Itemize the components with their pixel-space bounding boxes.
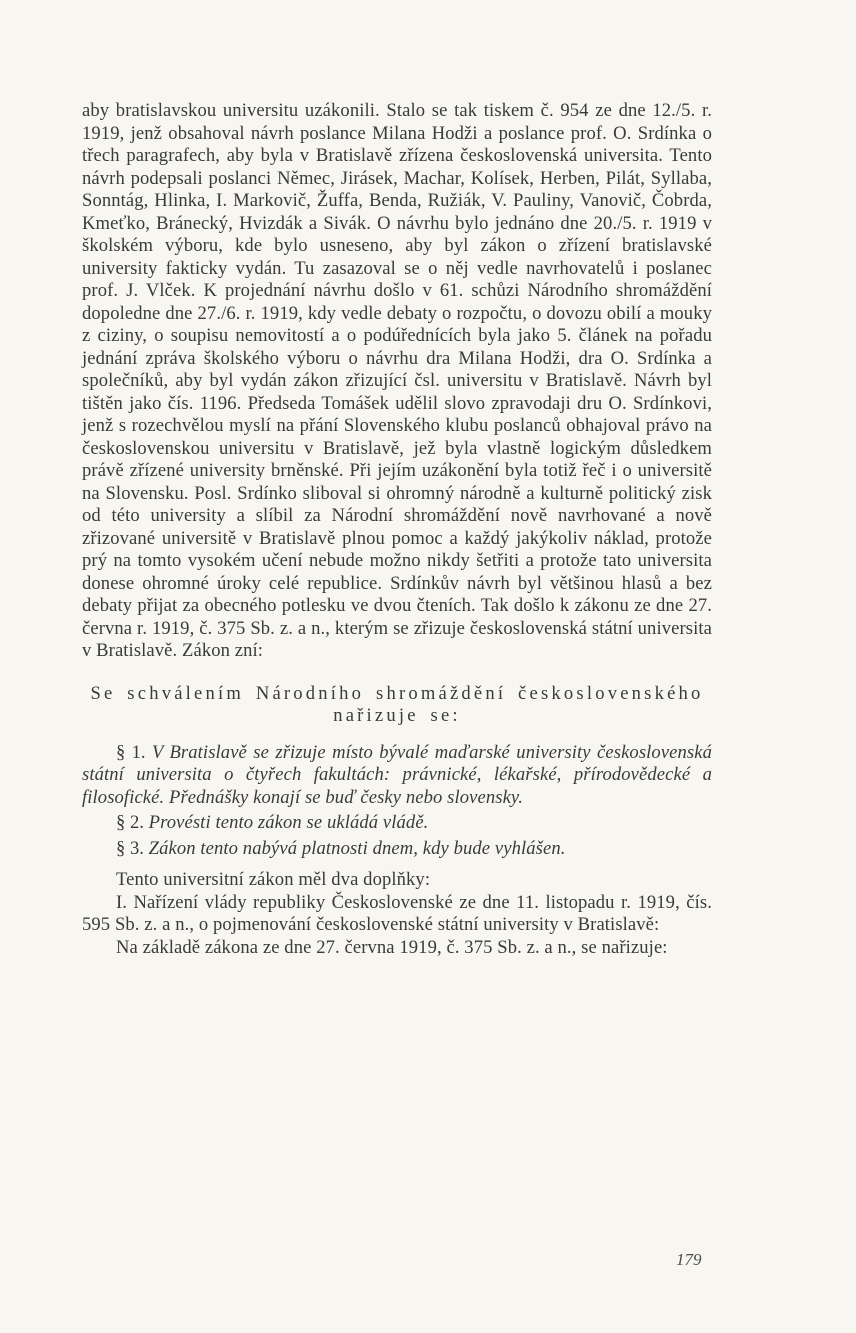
amendments-intro: Tento universitní zákon měl dva doplňky: bbox=[116, 869, 431, 890]
section-number: § 2. bbox=[116, 812, 144, 833]
amendment-item-1: I. Nařízení vlády republiky Československé ze dne 11. listopadu r. 1919, čís. 595 Sb. z. a n., o pojmenování československé státní university v Bratislavě: bbox=[82, 891, 712, 935]
law-section-1 bbox=[82, 742, 712, 810]
section-text: Provésti tento zákon se ukládá vládě. bbox=[148, 812, 429, 833]
section-text: Zákon tento nabývá platnosti dnem, kdy bude vyhlášen. bbox=[148, 837, 566, 859]
section-number: § 3. bbox=[116, 837, 144, 859]
section-number: § 1. bbox=[116, 741, 146, 763]
law-section-2 bbox=[82, 812, 712, 835]
law-section-3 bbox=[82, 838, 712, 861]
law-intro: Se schválením Národního shromáždění československého nařizuje se: bbox=[90, 682, 704, 726]
section-text: V Bratislavě se zřizuje místo bývalé maďarské university československá státní universita o čtyřech fakultách: právnické, lékařské, přírodovědecké a filosofické. Přednášky konají se buď česky nebo slovensky. bbox=[82, 741, 713, 808]
page-number: 179 bbox=[676, 1250, 702, 1269]
text-column bbox=[82, 100, 712, 959]
body-paragraph: aby bratislavskou universitu uzákonili. Stalo se tak tiskem č. 954 ze dne 12./5. r. 1919, jenž obsahoval návrh poslance Milana Hodži a poslance prof. O. Srdínka o třech paragrafech, aby byla v Bratislavě zřízena československá universita. Tento návrh podepsali poslanci Němec, Jirásek, Machar, Kolísek, Herben, Pilát, Syllaba, Sonntág, Hlinka, I. Markovič, Žuffa, Benda, Ružiák, V. Pauliny, Vanovič, Čobrda, Kmeťko, Bránecký, Hvizdák a Sivák. O návrhu bylo jednáno dne 20./5. r. 1919 v školském výboru, kde bylo usneseno, aby byl zákon o zřízení bratislavské university fakticky vydán. Tu zasazoval se o něj vedle navrhovatelů i poslanec prof. J. Vlček. K projednání návrhu došlo v 61. schůzi Národního shromáždění dopoledne dne 27./6. r. 1919, kdy vedle debaty o rozpočtu, o dovozu obilí a mouky z ciziny, o soupisu nemovitostí a o podúřednících byla jako 5. článek na pořadu jednání zpráva školského výboru o návrhu dra Milana Hodži, dra O. Srdínka a společníků, aby byl vydán zákon zřizující čsl. universitu v Bratislavě. Návrh byl tištěn jako čís. 1196. Předseda Tomášek udělil slovo zpravodaji dru O. Srdínkovi, jenž s rozechvělou myslí na přání Slovenského klubu poslanců obhajoval právo na československou universitu v Bratislavě, jež byla vlastně logickým důsledkem právě zřízené university brněnské. Při jejím uzákonění byla totiž řeč i o universitě na Slovensku. Posl. Srdínko sliboval si ohromný národně a kulturně politický zisk od této university a slíbil za Národní shromáždění nově navrhované a nově zřizované universitě v Bratislavě plnou pomoc a každý jakýkoliv náklad, protože prý na tomto vysokém učení nebude možno nikdy šetřiti a protože tato universita donese ohromné úroky celé republice. Srdínkův návrh byl většinou hlasů a bez debaty přijat za obecného potlesku ve dvou čteních. Tak došlo k zákonu ze dne 27. června r. 1919, č. 375 Sb. z. a n., kterým se zřizuje československá státní universita v Bratislavě. Zákon zní: bbox=[82, 100, 712, 661]
amendment-item-2: Na základě zákona ze dne 27. června 1919, č. 375 Sb. z. a n., se nařizuje: bbox=[116, 936, 668, 958]
